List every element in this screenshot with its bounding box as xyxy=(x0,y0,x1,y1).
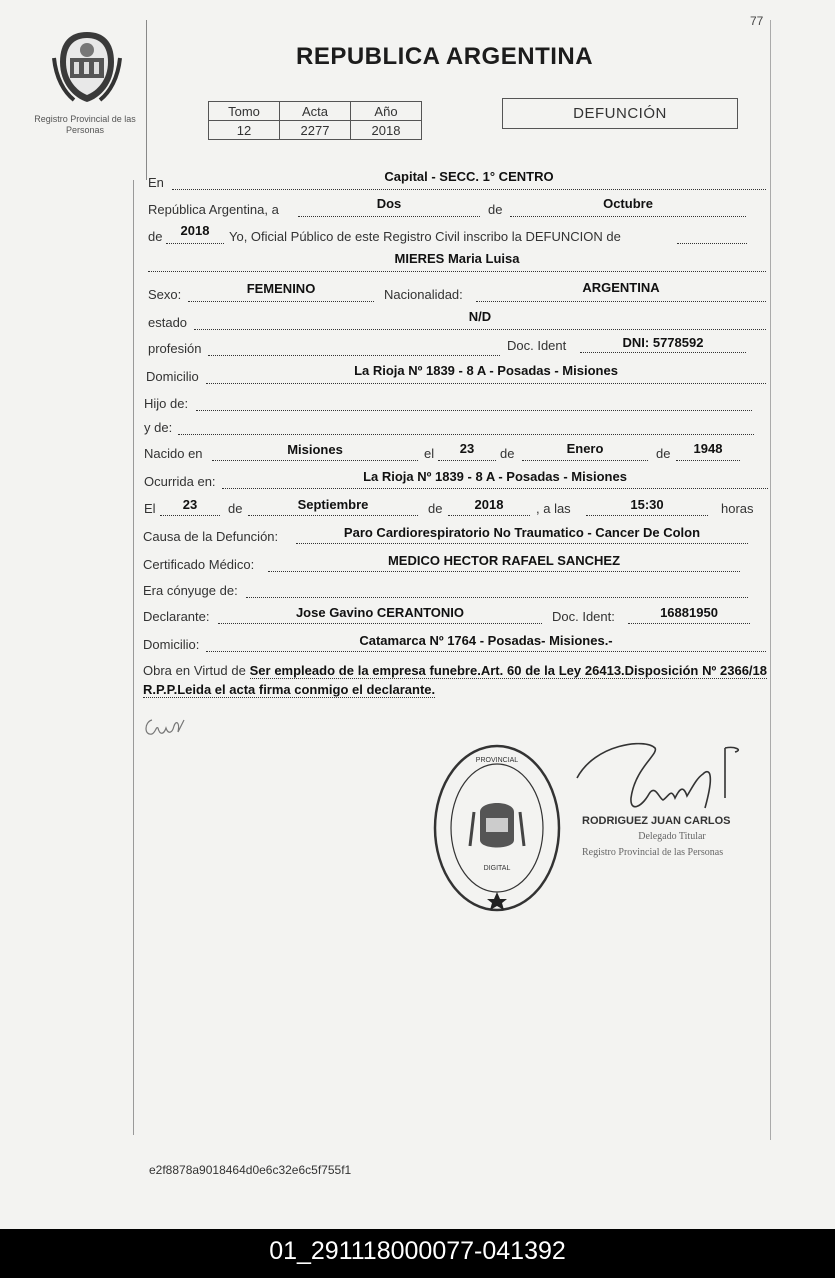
death-month-value: Septiembre xyxy=(297,497,369,512)
horas-label: horas xyxy=(721,501,754,516)
de-label: de xyxy=(428,501,443,516)
margin-line xyxy=(146,20,147,180)
declarante-doc-value: 16881950 xyxy=(660,605,718,620)
domicilio-value: La Rioja Nº 1839 - 8 A - Posadas - Misiones xyxy=(354,363,618,378)
sexo-value: FEMENINO xyxy=(246,281,316,296)
doc-ident-label: Doc. Ident xyxy=(507,338,567,353)
certificado-value: MEDICO HECTOR RAFAEL SANCHEZ xyxy=(387,553,621,568)
a-las-label: , a las xyxy=(536,501,571,516)
en-label: En xyxy=(148,175,164,190)
dotted-line xyxy=(586,515,708,516)
dotted-line xyxy=(522,460,648,461)
footer-code: 01_291118000077-041392 xyxy=(269,1237,566,1265)
y-de-label: y de: xyxy=(144,420,173,435)
place-value: Capital - SECC. 1° CENTRO xyxy=(384,169,554,184)
dotted-line xyxy=(580,352,746,353)
death-place-value: La Rioja Nº 1839 - 8 A - Posadas - Misiones xyxy=(363,469,627,484)
profesion-label: profesión xyxy=(148,341,202,356)
dotted-line xyxy=(510,216,746,217)
anio-value: 2018 xyxy=(351,121,422,140)
declarante-label: Declarante: xyxy=(143,609,210,624)
de-label: de xyxy=(488,202,503,217)
dotted-line xyxy=(448,515,530,516)
anio-header: Año xyxy=(351,102,422,121)
nacido-label: Nacido en xyxy=(144,446,203,461)
acta-value: 2277 xyxy=(280,121,351,140)
dotted-line xyxy=(188,301,374,302)
svg-text:PROVINCIAL: PROVINCIAL xyxy=(475,757,519,764)
margin-line xyxy=(133,180,134,1135)
dotted-line xyxy=(246,597,748,598)
hijo-label: Hijo de: xyxy=(144,396,189,411)
margin-line xyxy=(770,20,771,1140)
death-year-value: 2018 xyxy=(474,497,504,512)
birth-day-value: 23 xyxy=(459,441,475,456)
sexo-label: Sexo: xyxy=(148,287,182,302)
dotted-line xyxy=(160,515,220,516)
estado-label: estado xyxy=(148,315,188,330)
dotted-line xyxy=(208,355,500,356)
dotted-line xyxy=(677,243,747,244)
year-value: 2018 xyxy=(180,223,210,238)
birth-year-value: 1948 xyxy=(693,441,723,456)
signer-org: Registro Provincial de las Personas xyxy=(582,847,724,858)
record-type-box: DEFUNCIÓN xyxy=(502,98,738,129)
dotted-line xyxy=(194,329,766,330)
dotted-line xyxy=(298,216,480,217)
dotted-line xyxy=(212,460,418,461)
signer-name: RODRIGUEZ JUAN CARLOS xyxy=(582,815,731,827)
document-hash: e2f8878a9018464d0e6c32e6c5f755f1 xyxy=(149,1163,352,1177)
dotted-line xyxy=(172,189,766,190)
obra-text: Ser empleado de la empresa funebre.Art. 60 de la Ley 26413.Disposición Nº 2366/18 R.P.P.Leida el acta firma conmigo el declarante. xyxy=(143,663,767,697)
obra-paragraph xyxy=(143,661,767,699)
nacionalidad-label: Nacionalidad: xyxy=(384,287,463,302)
domicilio-label: Domicilio: xyxy=(143,637,200,652)
handwritten-signature-icon xyxy=(575,738,775,818)
dotted-line xyxy=(296,543,748,544)
birth-month-value: Enero xyxy=(566,441,604,456)
handwritten-initials-icon xyxy=(140,712,200,742)
causa-label: Causa de la Defunción: xyxy=(143,529,279,544)
nacionalidad-value: ARGENTINA xyxy=(582,280,660,295)
death-time-value: 15:30 xyxy=(630,497,664,512)
obra-label: Obra en Virtud de xyxy=(143,663,246,678)
page-number: 77 xyxy=(750,14,764,28)
el-label: el xyxy=(424,446,435,461)
conyuge-label: Era cónyuge de: xyxy=(143,583,238,598)
deceased-name: MIERES Maria Luisa xyxy=(394,251,520,266)
page-title: REPUBLICA ARGENTINA xyxy=(296,43,594,70)
doc-ident-label: Doc. Ident: xyxy=(552,609,615,624)
dotted-line xyxy=(218,623,542,624)
dotted-line xyxy=(178,434,754,435)
death-day-value: 23 xyxy=(182,497,198,512)
certificado-label: Certificado Médico: xyxy=(143,557,255,572)
table-row xyxy=(209,102,422,121)
signer-role: Delegado Titular xyxy=(638,831,706,842)
yo-text: Yo, Oficial Público de este Registro Civil inscribo la DEFUNCION de xyxy=(229,229,621,244)
dotted-line xyxy=(206,651,766,652)
birth-place-value: Misiones xyxy=(287,442,343,457)
month-value: Octubre xyxy=(603,196,653,211)
de-label: de xyxy=(656,446,671,461)
de-label: de xyxy=(148,229,163,244)
de-label: de xyxy=(228,501,243,516)
causa-value: Paro Cardiorespiratorio No Traumatico - Cancer De Colon xyxy=(343,525,701,540)
svg-text:DIGITAL: DIGITAL xyxy=(483,865,511,872)
footer-code-bar xyxy=(0,1229,835,1278)
dotted-line xyxy=(628,623,750,624)
dotted-line xyxy=(676,460,740,461)
tomo-header: Tomo xyxy=(209,102,280,121)
record-ids-table xyxy=(208,101,422,140)
el-label: El xyxy=(144,501,156,516)
provincial-coat-of-arms-icon xyxy=(52,28,122,106)
declarante-value: Jose Gavino CERANTONIO xyxy=(295,605,465,620)
dotted-line xyxy=(222,488,768,489)
day-value: Dos xyxy=(376,196,402,211)
dotted-line xyxy=(248,515,418,516)
table-row xyxy=(209,121,422,140)
republica-label: República Argentina, a xyxy=(148,202,279,217)
registry-seal-icon xyxy=(432,742,562,914)
dotted-line xyxy=(196,410,752,411)
dotted-line xyxy=(166,243,224,244)
estado-value: N/D xyxy=(468,309,492,324)
tomo-value: 12 xyxy=(209,121,280,140)
registry-name: Registro Provincial de las Personas xyxy=(34,114,136,135)
domicilio-label: Domicilio xyxy=(146,369,199,384)
dotted-line xyxy=(206,383,766,384)
dotted-line xyxy=(438,460,496,461)
declarante-domicilio-value: Catamarca Nº 1764 - Posadas- Misiones.- xyxy=(359,633,613,648)
dotted-line xyxy=(148,271,766,272)
ocurrida-label: Ocurrida en: xyxy=(144,474,216,489)
dotted-line xyxy=(268,571,740,572)
dotted-line xyxy=(476,301,766,302)
doc-ident-value: DNI: 5778592 xyxy=(622,335,704,350)
acta-header: Acta xyxy=(280,102,351,121)
de-label: de xyxy=(500,446,515,461)
